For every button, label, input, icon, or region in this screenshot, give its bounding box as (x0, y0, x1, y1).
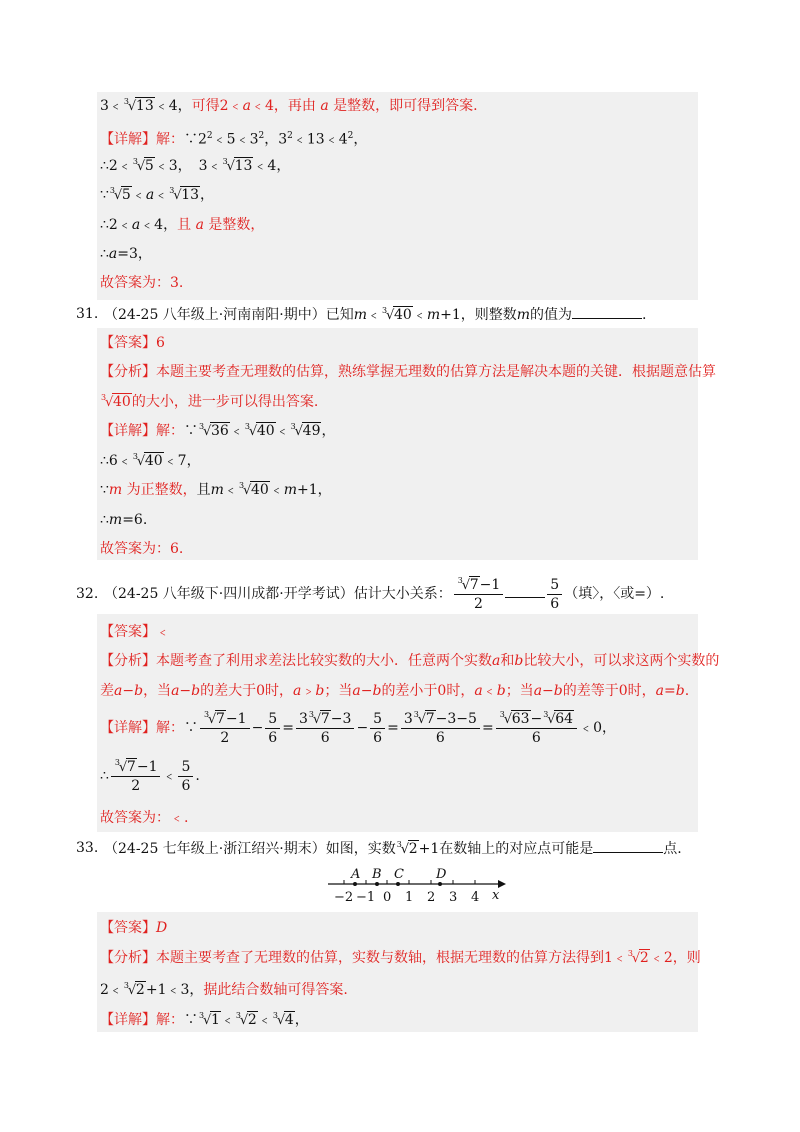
point-c (396, 882, 400, 886)
point-a (353, 882, 357, 886)
q31-number: 31. (76, 306, 99, 322)
answer-blank (593, 838, 663, 853)
q32-analysis2: 差a−b，当a−b的差大于0时，a﹥b；当a−b的差小于0时，a﹤b；当a−b的差等于0时，a=b. (100, 683, 690, 699)
axis-variable: x (492, 888, 500, 903)
sol30-line6: ∴a=3， (100, 246, 152, 262)
sol30-line4: ∵ 3 √ 5﹤a﹤ 3 √ 13， (100, 186, 215, 203)
axis-arrow-icon (498, 880, 506, 888)
q31-answer-value: 6 (156, 335, 165, 351)
q32-detail1: 【详解】解：∵ 3 √ 7−1 2 − $\frac{5}{6}$ = 3 3 √ 7−3 6 − $\frac{5}{6}$ = 3 3 √ 7−3−5 6 = 3 √ 63− 3 √ 64 6 ﹤0， (100, 709, 616, 746)
answer-blank (572, 304, 642, 319)
q32-analysis1: 【分析】本题考查了利用求差法比较实数的大小．任意两个实数a和b比较大小，可以求这两个实数的 (100, 653, 720, 669)
point-label-d: D (436, 867, 447, 882)
q31-analysis1: 【分析】本题主要考查无理数的估算，熟练掌握无理数的估算方法是解决本题的关键．根据题意估算 (100, 364, 716, 380)
tick-label: 2 (427, 890, 436, 905)
q31-detail3: ∵m 为正整数，且m﹤ 3 √ 40﹤m+1， (100, 481, 332, 498)
q33-answer: 【答案】D (100, 920, 168, 936)
q33-number: 33. (76, 840, 99, 856)
tick-label: 4 (471, 890, 480, 905)
q31-detail1: 【详解】解：∵ 3 √ 36﹤ 3 √ 40﹤ 3 √ 49， (100, 422, 336, 439)
sol30-line3: ∴2﹤ 3 √ 5﹤3， 3﹤ 3 √ 13﹤4， (100, 157, 291, 174)
q33-analysis1: 【分析】本题主要考查了无理数的估算，实数与数轴，根据无理数的估算方法得到1﹤ 3 √ 2﹤2，则 (100, 949, 701, 966)
q32-final: 故答案为：﹤. (100, 810, 189, 826)
sol30-line1: 3﹤ 3 √ 13﹤4，可得2﹤a﹤4，再由 a 是整数，即可得到答案. (100, 97, 478, 114)
q32-stem: （24-25 八年级下·四川成都·开学考试）估计大小关系： 3 √ 7−1 2 $\frac{5}{6}$ （填〉，〈或=）. (104, 575, 665, 612)
q33-stem: （24-25 七年级上·浙江绍兴·期末）如图，实数 3 √ 2+1在数轴上的对应点可能是 点. (104, 840, 682, 857)
point-label-a: A (351, 867, 361, 882)
sol30-line5: ∴2﹤a﹤4，且 a 是整数， (100, 217, 265, 233)
point-b (375, 882, 379, 886)
tick-label: −1 (356, 890, 376, 905)
q33-answer-value: D (156, 920, 168, 936)
q31-analysis2: 3 √ 40的大小，进一步可以得出答案. (101, 393, 319, 410)
sol30-final: 故答案为：3. (100, 275, 184, 291)
tick-label: 0 (383, 890, 392, 905)
q32-answer: 【答案】﹤ (100, 624, 170, 640)
q32-number: 32. (76, 586, 99, 602)
q31-final: 故答案为：6. (100, 541, 184, 557)
tick-label: 1 (405, 890, 414, 905)
answer-blank (505, 583, 545, 598)
tick-label: −2 (334, 890, 354, 905)
tick-label: 3 (449, 890, 458, 905)
q31-answer: 【答案】6 (100, 335, 165, 351)
point-label-b: B (372, 867, 382, 882)
q31-detail4: ∴m=6. (100, 512, 148, 528)
number-line-figure (320, 866, 520, 906)
point-label-c: C (394, 867, 404, 882)
detail-label: 【详解】 (100, 131, 156, 148)
point-d (438, 882, 442, 886)
q31-detail2: ∴6﹤ 3 √ 40﹤7， (100, 452, 201, 469)
q32-detail2: ∴ 3 √ 7−1 2 ﹤ $\frac{5}{6}$ . (100, 757, 200, 794)
sol30-line2: 【详解】解：$\because 2^2﹤5﹤3^2$，$3^2﹤13﹤4^2$， (100, 131, 368, 148)
q33-analysis2: 2﹤ 3 √ 2+1﹤3，据此结合数轴可得答案. (100, 981, 348, 998)
q33-detail1: 【详解】解：∵ 3 √ 1﹤ 3 √ 2﹤ 3 √ 4， (100, 1011, 309, 1028)
q31-stem: （24-25 八年级上·河南南阳·期中）已知m﹤ 3 √ 40﹤m+1，则整数m的值为 . (104, 306, 647, 323)
q32-answer-value: ﹤ (156, 624, 170, 640)
